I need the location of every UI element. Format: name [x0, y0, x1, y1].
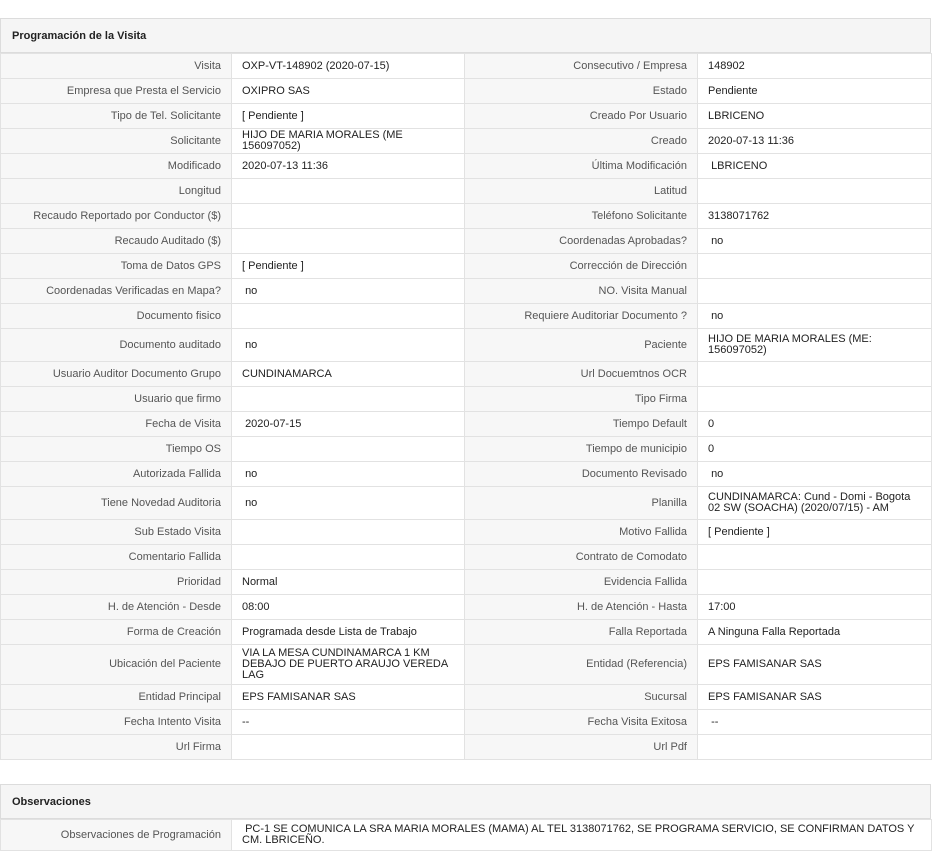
- field-row: [1, 229, 932, 254]
- field-value: OXIPRO SAS: [232, 79, 465, 104]
- field-value: VIA LA MESA CUNDINAMARCA 1 KM DEBAJO DE PUERTO ARAUJO VEREDA LAG: [232, 645, 465, 685]
- field-label: Tiempo de municipio: [465, 437, 698, 462]
- field-value: [698, 735, 932, 760]
- field-label: Url Firma: [1, 735, 232, 760]
- field-value: LBRICENO: [698, 104, 932, 129]
- field-value: Normal: [232, 570, 465, 595]
- field-value: [698, 362, 932, 387]
- field-row: [1, 362, 932, 387]
- field-label: Entidad Principal: [1, 685, 232, 710]
- field-label: Latitud: [465, 179, 698, 204]
- field-value: no: [698, 462, 932, 487]
- field-value: A Ninguna Falla Reportada: [698, 620, 932, 645]
- field-value: [ Pendiente ]: [698, 520, 932, 545]
- field-label: Ubicación del Paciente: [1, 645, 232, 685]
- observaciones-panel: [0, 784, 931, 851]
- field-label: Visita: [1, 54, 232, 79]
- field-value: 148902: [698, 54, 932, 79]
- field-row: [1, 437, 932, 462]
- field-label: Creado: [465, 129, 698, 154]
- field-row: [1, 462, 932, 487]
- field-value: [232, 437, 465, 462]
- field-value: [698, 570, 932, 595]
- field-row: [1, 179, 932, 204]
- field-label: Sucursal: [465, 685, 698, 710]
- observaciones-table: [0, 819, 932, 851]
- field-value: EPS FAMISANAR SAS: [698, 685, 932, 710]
- field-value: LBRICENO: [698, 154, 932, 179]
- field-row: [1, 735, 932, 760]
- field-label: Url Docuemtnos OCR: [465, 362, 698, 387]
- field-value: [232, 179, 465, 204]
- field-label: Coordenadas Verificadas en Mapa?: [1, 279, 232, 304]
- field-row: [1, 487, 932, 520]
- field-row: [1, 54, 932, 79]
- field-value: 2020-07-13 11:36: [698, 129, 932, 154]
- field-label: Tipo de Tel. Solicitante: [1, 104, 232, 129]
- field-label: NO. Visita Manual: [465, 279, 698, 304]
- field-value: EPS FAMISANAR SAS: [232, 685, 465, 710]
- field-label: H. de Atención - Hasta: [465, 595, 698, 620]
- field-row: [1, 154, 932, 179]
- field-label: Estado: [465, 79, 698, 104]
- field-value: [232, 304, 465, 329]
- field-label: Recaudo Auditado ($): [1, 229, 232, 254]
- field-value: [698, 179, 932, 204]
- field-value: HIJO DE MARIA MORALES (ME 156097052): [232, 129, 465, 154]
- field-label: Tiempo OS: [1, 437, 232, 462]
- programacion-table: [0, 53, 932, 760]
- observaciones-row: [1, 820, 932, 851]
- field-row: [1, 254, 932, 279]
- field-value: OXP-VT-148902 (2020-07-15): [232, 54, 465, 79]
- field-value: [232, 387, 465, 412]
- field-row: [1, 412, 932, 437]
- field-label: Url Pdf: [465, 735, 698, 760]
- field-label: Falla Reportada: [465, 620, 698, 645]
- observaciones-value: PC-1 SE COMUNICA LA SRA MARIA MORALES (MAMA) AL TEL 3138071762, SE PROGRAMA SERVICIO, SE CONFIRMAN DATOS Y CM. LBRICEÑO.: [232, 820, 932, 851]
- field-value: 17:00: [698, 595, 932, 620]
- field-label: Autorizada Fallida: [1, 462, 232, 487]
- field-value: [232, 520, 465, 545]
- field-value: HIJO DE MARIA MORALES (ME: 156097052): [698, 329, 932, 362]
- field-value: no: [698, 304, 932, 329]
- field-row: [1, 79, 932, 104]
- programacion-panel: [0, 18, 931, 760]
- field-value: no: [232, 279, 465, 304]
- field-value: 3138071762: [698, 204, 932, 229]
- field-value: Programada desde Lista de Trabajo: [232, 620, 465, 645]
- field-value: Pendiente: [698, 79, 932, 104]
- field-value: 08:00: [232, 595, 465, 620]
- field-label: Evidencia Fallida: [465, 570, 698, 595]
- field-value: 0: [698, 437, 932, 462]
- programacion-title: Programación de la Visita: [0, 18, 931, 53]
- field-label: Fecha de Visita: [1, 412, 232, 437]
- field-value: no: [232, 329, 465, 362]
- field-label: Entidad (Referencia): [465, 645, 698, 685]
- field-row: [1, 329, 932, 362]
- observaciones-title: Observaciones: [0, 784, 931, 819]
- field-label: Empresa que Presta el Servicio: [1, 79, 232, 104]
- field-value: [ Pendiente ]: [232, 254, 465, 279]
- field-row: [1, 710, 932, 735]
- field-row: [1, 595, 932, 620]
- field-row: [1, 645, 932, 685]
- field-row: [1, 545, 932, 570]
- field-row: [1, 620, 932, 645]
- observaciones-label: Observaciones de Programación: [1, 820, 232, 851]
- field-label: Paciente: [465, 329, 698, 362]
- field-label: H. de Atención - Desde: [1, 595, 232, 620]
- field-value: EPS FAMISANAR SAS: [698, 645, 932, 685]
- field-label: Forma de Creación: [1, 620, 232, 645]
- field-label: Longitud: [1, 179, 232, 204]
- field-value: [698, 254, 932, 279]
- field-value: --: [698, 710, 932, 735]
- field-label: Toma de Datos GPS: [1, 254, 232, 279]
- field-row: [1, 685, 932, 710]
- field-value: --: [232, 710, 465, 735]
- field-row: [1, 104, 932, 129]
- field-value: [232, 229, 465, 254]
- field-label: Solicitante: [1, 129, 232, 154]
- field-label: Usuario que firmo: [1, 387, 232, 412]
- field-value: 2020-07-15: [232, 412, 465, 437]
- field-label: Modificado: [1, 154, 232, 179]
- field-row: [1, 204, 932, 229]
- field-label: Teléfono Solicitante: [465, 204, 698, 229]
- field-label: Requiere Auditoriar Documento ?: [465, 304, 698, 329]
- field-label: Prioridad: [1, 570, 232, 595]
- field-row: [1, 570, 932, 595]
- field-row: [1, 279, 932, 304]
- field-value: [232, 204, 465, 229]
- field-value: [ Pendiente ]: [232, 104, 465, 129]
- field-label: Tiempo Default: [465, 412, 698, 437]
- field-label: Usuario Auditor Documento Grupo: [1, 362, 232, 387]
- field-value: [232, 545, 465, 570]
- field-value: [232, 735, 465, 760]
- field-value: no: [232, 487, 465, 520]
- field-row: [1, 304, 932, 329]
- field-value: CUNDINAMARCA: [232, 362, 465, 387]
- field-value: no: [698, 229, 932, 254]
- field-label: Planilla: [465, 487, 698, 520]
- field-label: Coordenadas Aprobadas?: [465, 229, 698, 254]
- field-row: [1, 520, 932, 545]
- field-label: Motivo Fallida: [465, 520, 698, 545]
- field-label: Comentario Fallida: [1, 545, 232, 570]
- field-label: Última Modificación: [465, 154, 698, 179]
- field-value: 2020-07-13 11:36: [232, 154, 465, 179]
- field-value: [698, 279, 932, 304]
- field-value: no: [232, 462, 465, 487]
- field-row: [1, 387, 932, 412]
- field-value: CUNDINAMARCA: Cund - Domi - Bogota 02 SW (SOACHA) (2020/07/15) - AM: [698, 487, 932, 520]
- field-value: 0: [698, 412, 932, 437]
- field-label: Creado Por Usuario: [465, 104, 698, 129]
- field-label: Fecha Intento Visita: [1, 710, 232, 735]
- field-label: Documento Revisado: [465, 462, 698, 487]
- field-label: Documento auditado: [1, 329, 232, 362]
- field-label: Fecha Visita Exitosa: [465, 710, 698, 735]
- field-label: Sub Estado Visita: [1, 520, 232, 545]
- field-row: [1, 129, 932, 154]
- field-label: Tiene Novedad Auditoria: [1, 487, 232, 520]
- field-value: [698, 545, 932, 570]
- field-label: Tipo Firma: [465, 387, 698, 412]
- field-label: Documento fisico: [1, 304, 232, 329]
- field-label: Consecutivo / Empresa: [465, 54, 698, 79]
- field-label: Recaudo Reportado por Conductor ($): [1, 204, 232, 229]
- field-value: [698, 387, 932, 412]
- field-label: Corrección de Dirección: [465, 254, 698, 279]
- field-label: Contrato de Comodato: [465, 545, 698, 570]
